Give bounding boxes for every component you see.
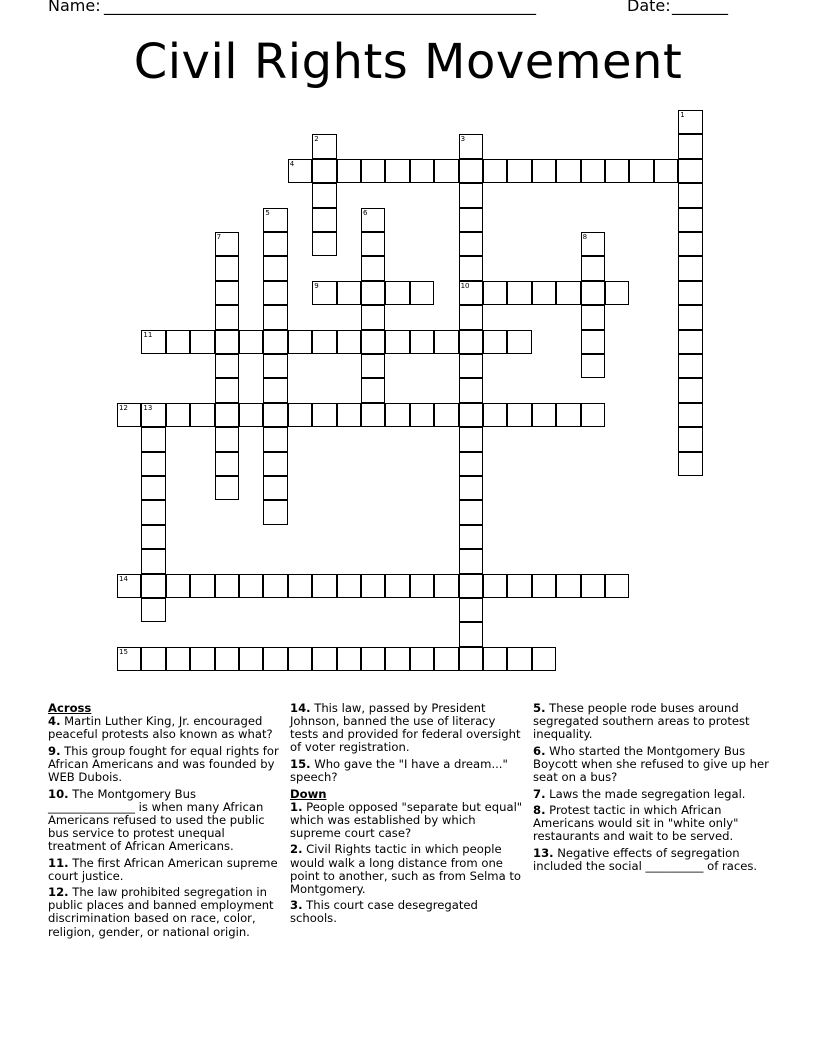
crossword-cell[interactable] <box>605 281 629 305</box>
crossword-cell[interactable] <box>166 647 190 671</box>
crossword-cell[interactable] <box>215 232 239 256</box>
crossword-cell[interactable] <box>581 305 605 329</box>
crossword-cell[interactable] <box>312 208 336 232</box>
crossword-cell[interactable] <box>263 427 287 451</box>
crossword-cell[interactable] <box>263 305 287 329</box>
crossword-cell[interactable] <box>581 256 605 280</box>
clue-text: Civil Rights tactic in which people would walk a long distance from one point to another, such as from Selma to Montgomery. <box>290 842 522 896</box>
crossword-cell[interactable] <box>483 159 507 183</box>
crossword-cell[interactable] <box>678 305 702 329</box>
clue-text: This court case desegregated schools. <box>290 898 478 926</box>
crossword-cell[interactable] <box>215 452 239 476</box>
crossword-cell[interactable] <box>556 159 580 183</box>
crossword-cell[interactable] <box>312 183 336 207</box>
crossword-cell[interactable] <box>459 354 483 378</box>
clue-number: 15. <box>290 756 311 771</box>
crossword-cell[interactable] <box>312 134 336 158</box>
crossword-cell[interactable] <box>459 598 483 622</box>
crossword-cell[interactable] <box>263 452 287 476</box>
crossword-cell[interactable] <box>312 403 336 427</box>
clue-down-1 <box>290 801 526 840</box>
crossword-cell[interactable] <box>141 427 165 451</box>
crossword-cell[interactable] <box>215 354 239 378</box>
clue-number: 3. <box>290 898 303 913</box>
crossword-cell[interactable] <box>166 403 190 427</box>
name-label: Name: <box>48 0 101 15</box>
crossword-cell[interactable] <box>605 159 629 183</box>
crossword-cell[interactable] <box>215 574 239 598</box>
crossword-cell[interactable] <box>385 403 409 427</box>
clues-column-1 <box>48 702 284 942</box>
clue-text: This group fought for equal rights for African Americans and was founded by WEB Dubois. <box>48 743 279 784</box>
crossword-cell[interactable] <box>141 500 165 524</box>
crossword-cell[interactable] <box>483 330 507 354</box>
clue-number: 13. <box>533 845 554 860</box>
clue-number-label: 5 <box>265 208 270 217</box>
crossword-cell[interactable] <box>581 330 605 354</box>
clue-text: Laws the made segregation legal. <box>549 786 746 801</box>
crossword-cell[interactable] <box>361 281 385 305</box>
crossword-cell[interactable] <box>190 330 214 354</box>
crossword-cell[interactable] <box>312 281 336 305</box>
crossword-cell[interactable] <box>459 476 483 500</box>
crossword-cell[interactable] <box>215 427 239 451</box>
clue-number: 2. <box>290 842 303 857</box>
crossword-cell[interactable] <box>361 378 385 402</box>
crossword-cell[interactable] <box>532 403 556 427</box>
clue-number-label: 10 <box>460 281 470 290</box>
crossword-cell[interactable] <box>483 403 507 427</box>
crossword-cell[interactable] <box>678 452 702 476</box>
crossword-cell[interactable] <box>678 281 702 305</box>
crossword-cell[interactable] <box>581 232 605 256</box>
crossword-cell[interactable] <box>263 500 287 524</box>
crossword-cell[interactable] <box>337 574 361 598</box>
clue-number: 10. <box>48 786 69 801</box>
clue-down-6 <box>533 745 769 784</box>
crossword-cell[interactable] <box>288 330 312 354</box>
crossword-cell[interactable] <box>312 647 336 671</box>
crossword-cell[interactable] <box>581 281 605 305</box>
crossword-cell[interactable] <box>410 281 434 305</box>
crossword-cell[interactable] <box>141 549 165 573</box>
crossword-cell[interactable] <box>459 208 483 232</box>
crossword-cell[interactable] <box>312 574 336 598</box>
clue-text: The law prohibited segregation in public places and banned employment discrimination based on race, color, religion, gender, or national origin. <box>48 885 274 939</box>
crossword-cell[interactable] <box>190 574 214 598</box>
crossword-cell[interactable] <box>215 281 239 305</box>
crossword-cell[interactable] <box>678 208 702 232</box>
crossword-cell[interactable] <box>288 403 312 427</box>
crossword-cell[interactable] <box>117 403 141 427</box>
crossword-cell[interactable] <box>166 330 190 354</box>
crossword-cell[interactable] <box>337 403 361 427</box>
clue-number-label: 6 <box>363 208 368 217</box>
crossword-cell[interactable] <box>288 574 312 598</box>
name-field-line[interactable]: ______________________________________________________ <box>104 0 536 15</box>
crossword-cell[interactable] <box>263 208 287 232</box>
crossword-cell[interactable] <box>507 159 531 183</box>
crossword-cell[interactable] <box>312 232 336 256</box>
crossword-cell[interactable] <box>532 159 556 183</box>
crossword-cell[interactable] <box>263 378 287 402</box>
clue-number-label: 9 <box>314 281 319 290</box>
clue-across-9 <box>48 745 284 784</box>
crossword-cell[interactable] <box>263 256 287 280</box>
crossword-cell[interactable] <box>556 403 580 427</box>
crossword-cell[interactable] <box>263 232 287 256</box>
clue-down-8 <box>533 804 769 843</box>
clue-across-4 <box>48 715 284 741</box>
crossword-cell[interactable] <box>678 427 702 451</box>
clue-number: 7. <box>533 786 546 801</box>
crossword-cell[interactable] <box>117 647 141 671</box>
crossword-cell[interactable] <box>434 403 458 427</box>
clue-number: 14. <box>290 701 311 715</box>
crossword-cell[interactable] <box>312 330 336 354</box>
crossword-cell[interactable] <box>459 134 483 158</box>
clue-number: 9. <box>48 743 61 758</box>
crossword-cell[interactable] <box>361 208 385 232</box>
crossword-cell[interactable] <box>410 574 434 598</box>
crossword-cell[interactable] <box>581 403 605 427</box>
crossword-cell[interactable] <box>459 183 483 207</box>
crossword-cell[interactable] <box>141 525 165 549</box>
crossword-cell[interactable] <box>385 330 409 354</box>
clue-number-label: 12 <box>119 403 128 412</box>
crossword-cell[interactable] <box>678 134 702 158</box>
clue-number-label: 14 <box>119 574 128 583</box>
clue-down-5 <box>533 702 769 741</box>
clue-text: Protest tactic in which African Americans would sit in "white only" restaurants and wait to be served. <box>533 803 739 844</box>
crossword-cell[interactable] <box>459 500 483 524</box>
crossword-cell[interactable] <box>263 281 287 305</box>
crossword-cell[interactable] <box>434 159 458 183</box>
crossword-cell[interactable] <box>507 647 531 671</box>
crossword-cell[interactable] <box>532 281 556 305</box>
crossword-cell[interactable] <box>166 574 190 598</box>
clue-number-label: 11 <box>143 330 153 339</box>
crossword-cell[interactable] <box>190 403 214 427</box>
crossword-cell[interactable] <box>361 403 385 427</box>
crossword-cell[interactable] <box>361 159 385 183</box>
across-heading: Across <box>48 701 92 715</box>
clue-number: 8. <box>533 803 546 818</box>
clue-across-12 <box>48 886 284 938</box>
crossword-cell[interactable] <box>459 305 483 329</box>
clues-column-3 <box>533 702 769 877</box>
crossword-cell[interactable] <box>141 330 165 354</box>
crossword-cell[interactable] <box>141 403 165 427</box>
crossword-cell[interactable] <box>215 647 239 671</box>
crossword-cell[interactable] <box>678 110 702 134</box>
crossword-cell[interactable] <box>459 378 483 402</box>
crossword-cell[interactable] <box>288 159 312 183</box>
crossword-cell[interactable] <box>361 305 385 329</box>
crossword-cell[interactable] <box>507 574 531 598</box>
crossword-cell[interactable] <box>263 403 287 427</box>
clue-text: The first African American supreme court justice. <box>48 855 278 883</box>
crossword-cell[interactable] <box>215 256 239 280</box>
crossword-cell[interactable] <box>434 574 458 598</box>
crossword-cell[interactable] <box>263 476 287 500</box>
page-title: Civil Rights Movement <box>133 34 683 90</box>
crossword-cell[interactable] <box>581 354 605 378</box>
clue-number: 11. <box>48 855 69 870</box>
crossword-cell[interactable] <box>385 647 409 671</box>
crossword-cell[interactable] <box>361 330 385 354</box>
clue-number-label: 15 <box>119 647 128 656</box>
crossword-cell[interactable] <box>678 354 702 378</box>
crossword-cell[interactable] <box>361 354 385 378</box>
crossword-cell[interactable] <box>141 647 165 671</box>
clue-text: People opposed "separate but equal" which was established by which supreme court case? <box>290 799 523 840</box>
crossword-cell[interactable] <box>434 330 458 354</box>
clue-down-13 <box>533 847 769 873</box>
crossword-cell[interactable] <box>678 159 702 183</box>
crossword-cell[interactable] <box>483 281 507 305</box>
date-label: Date: <box>627 0 671 15</box>
crossword-cell[interactable] <box>678 232 702 256</box>
crossword-cell[interactable] <box>141 574 165 598</box>
crossword-cell[interactable] <box>263 574 287 598</box>
crossword-cell[interactable] <box>117 574 141 598</box>
clue-number: 4. <box>48 714 61 729</box>
crossword-cell[interactable] <box>337 330 361 354</box>
clues-column-2 <box>290 702 526 929</box>
clue-number-label: 13 <box>143 403 153 412</box>
clue-number-label: 7 <box>216 233 222 241</box>
clue-number: 1. <box>290 799 303 814</box>
crossword-cell[interactable] <box>459 574 483 598</box>
crossword-cell[interactable] <box>629 159 653 183</box>
crossword-cell[interactable] <box>385 159 409 183</box>
crossword-cell[interactable] <box>483 574 507 598</box>
crossword-cell[interactable] <box>215 305 239 329</box>
clue-across-11 <box>48 857 284 883</box>
crossword-cell[interactable] <box>459 159 483 183</box>
clue-across-10 <box>48 788 284 853</box>
clue-number: 12. <box>48 885 69 900</box>
clue-text: Negative effects of segregation included the social __________ of races. <box>533 845 758 874</box>
crossword-cell[interactable] <box>459 622 483 646</box>
crossword-cell[interactable] <box>385 574 409 598</box>
crossword-cell[interactable] <box>483 647 507 671</box>
clue-down-2 <box>290 843 526 895</box>
crossword-cell[interactable] <box>385 281 409 305</box>
clue-down-3 <box>290 899 526 925</box>
crossword-cell[interactable] <box>215 330 239 354</box>
crossword-cell[interactable] <box>361 232 385 256</box>
crossword-cell[interactable] <box>605 574 629 598</box>
clue-text: These people rode buses around segregated southern areas to protest inequality. <box>533 701 750 742</box>
crossword-cell[interactable] <box>141 598 165 622</box>
crossword-cell[interactable] <box>678 183 702 207</box>
crossword-cell[interactable] <box>410 159 434 183</box>
clue-text: Who started the Montgomery Bus Boycott when she refused to give up her seat on a bus? <box>533 743 769 784</box>
crossword-cell[interactable] <box>361 574 385 598</box>
clue-text: Who gave the "I have a dream..." speech? <box>290 756 508 784</box>
crossword-cell[interactable] <box>678 403 702 427</box>
crossword-cell[interactable] <box>532 647 556 671</box>
crossword-cell[interactable] <box>459 549 483 573</box>
crossword-cell[interactable] <box>678 330 702 354</box>
clue-number-label: 2 <box>314 135 319 144</box>
crossword-cell[interactable] <box>361 256 385 280</box>
clue-across-14 <box>290 702 526 754</box>
crossword-cell[interactable] <box>239 574 263 598</box>
crossword-cell[interactable] <box>361 647 385 671</box>
crossword-cell[interactable] <box>459 232 483 256</box>
clue-number-label: 4 <box>289 159 295 168</box>
crossword-cell[interactable] <box>337 647 361 671</box>
crossword-cell[interactable] <box>337 281 361 305</box>
crossword-cell[interactable] <box>459 256 483 280</box>
crossword-cell[interactable] <box>459 452 483 476</box>
crossword-cell[interactable] <box>459 330 483 354</box>
crossword-cell[interactable] <box>190 647 214 671</box>
clue-number-label: 1 <box>680 111 685 119</box>
crossword-cell[interactable] <box>239 647 263 671</box>
crossword-cell[interactable] <box>337 159 361 183</box>
down-heading: Down <box>290 786 327 801</box>
clue-number-label: 8 <box>582 233 588 241</box>
crossword-cell[interactable] <box>507 403 531 427</box>
crossword-cell[interactable] <box>410 330 434 354</box>
crossword-cell[interactable] <box>410 647 434 671</box>
crossword-cell[interactable] <box>215 378 239 402</box>
crossword-cell[interactable] <box>581 574 605 598</box>
crossword-cell[interactable] <box>532 574 556 598</box>
crossword-cell[interactable] <box>288 647 312 671</box>
crossword-cell[interactable] <box>239 330 263 354</box>
clue-text: The Montgomery Bus _______________ is when many African Americans refused to used the public bus service to protest unequal treatment of African Americans. <box>48 786 265 853</box>
crossword-cell[interactable] <box>434 647 458 671</box>
clue-text: Martin Luther King, Jr. encouraged peaceful protests also known as what? <box>48 714 273 742</box>
crossword-cell[interactable] <box>678 378 702 402</box>
crossword-cell[interactable] <box>459 427 483 451</box>
clue-down-7 <box>533 788 769 801</box>
crossword-cell[interactable] <box>239 403 263 427</box>
crossword-cell[interactable] <box>507 330 531 354</box>
crossword-cell[interactable] <box>459 525 483 549</box>
clue-across-15 <box>290 758 526 784</box>
crossword-cell[interactable] <box>263 647 287 671</box>
crossword-cell[interactable] <box>141 476 165 500</box>
crossword-cell[interactable] <box>263 354 287 378</box>
crossword-cell[interactable] <box>312 159 336 183</box>
crossword-cell[interactable] <box>556 281 580 305</box>
crossword-cell[interactable] <box>459 281 483 305</box>
clue-number: 6. <box>533 743 546 758</box>
crossword-cell[interactable] <box>141 452 165 476</box>
crossword-cell[interactable] <box>215 403 239 427</box>
crossword-cell[interactable] <box>507 281 531 305</box>
crossword-cell[interactable] <box>678 256 702 280</box>
crossword-cell[interactable] <box>263 330 287 354</box>
crossword-cell[interactable] <box>410 403 434 427</box>
crossword-cell[interactable] <box>654 159 678 183</box>
clue-number: 5. <box>533 701 546 715</box>
crossword-cell[interactable] <box>556 574 580 598</box>
clue-text: This law, passed by President Johnson, banned the use of literacy tests and provided for federal oversight of voter registration. <box>290 701 521 755</box>
clue-number-label: 3 <box>460 135 466 144</box>
date-field-line[interactable]: _______ <box>672 0 728 15</box>
crossword-cell[interactable] <box>459 647 483 671</box>
crossword-cell[interactable] <box>215 476 239 500</box>
crossword-cell[interactable] <box>459 403 483 427</box>
crossword-cell[interactable] <box>581 159 605 183</box>
